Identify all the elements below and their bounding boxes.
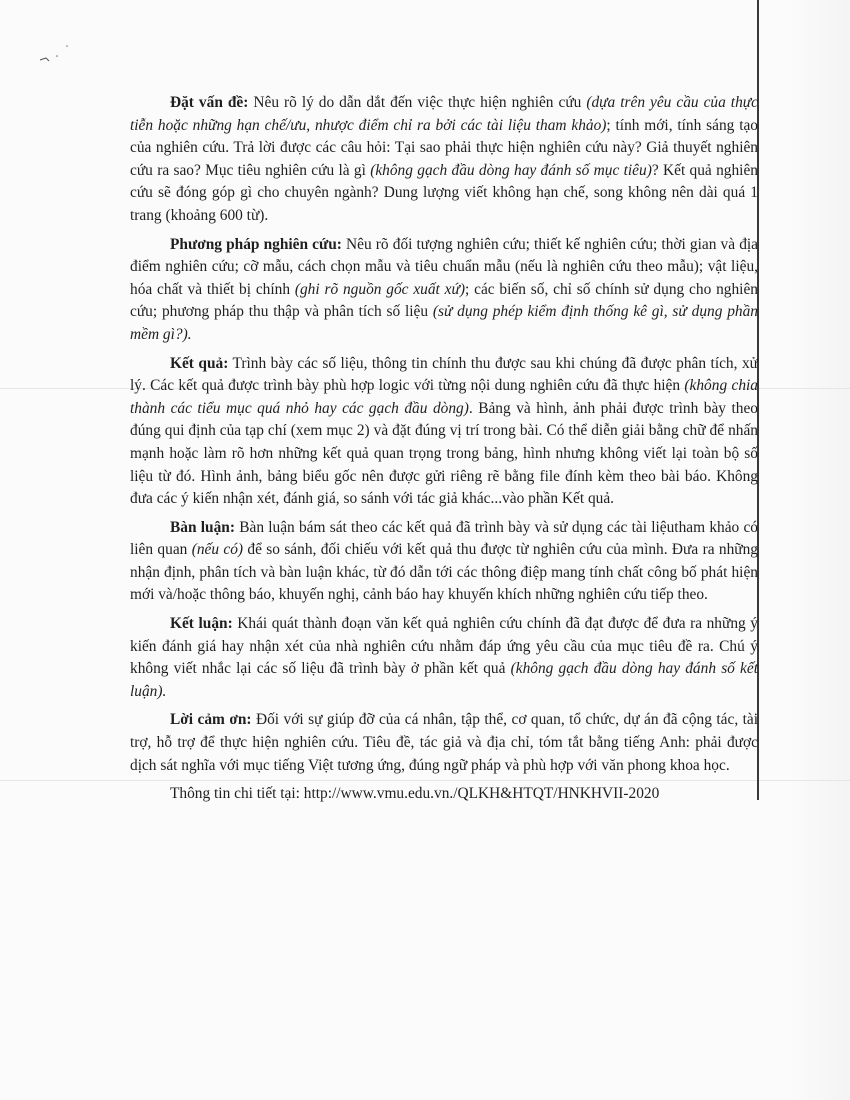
scan-speck-mark (36, 38, 76, 68)
body-text: Nêu rõ đối tượng nghiên cứu; thiết kế nghiên cứu; thời gian và địa điểm nghiên cứu; cỡ mẫu, cách chọn mẫu và tiêu chuẩn mẫu (nếu là nghiên cứu theo mẫu); vật liệu, hóa chất và thiết bị chính (130, 235, 758, 298)
section-heading: Lời cảm ơn: (170, 711, 252, 729)
body-text: để so sánh, đối chiếu với kết quả thu được từ nghiên cứu của mình. Đưa ra những nhận định, phân tích và bàn luận khác, từ đó dẫn tới các thông điệp mang tính chất công bố phát hiện mới và/hoặc thông báo, khuyến nghị, cảnh báo hay khuyến khích những nghiên cứu tiếp theo. (130, 541, 758, 604)
italic-note: (không chia thành các tiểu mục quá nhỏ hay các gạch đầu dòng) (130, 377, 758, 417)
section-heading: Bàn luận: (170, 518, 235, 536)
body-text: ; các biến số, chỉ số chính sử dụng cho nghiên cứu; phương pháp thu thập và phân tích số liệu (130, 280, 758, 321)
section-paragraph (130, 353, 758, 511)
body-text: . Bảng và hình, ảnh phải được trình bày theo đúng qui định của tạp chí (xem mục 2) và đặt đúng vị trí trong bài. Có thể diễn giải bằng chữ để nhấn mạnh hoặc làm rõ hơn những kết quả quan trọng trong bảng, hình nhưng không viết lại toàn bộ số liệu từ đó. Hình ảnh, bảng biểu gốc nên được gửi riêng rẽ bằng file đính kèm theo bài báo. Không đưa các ý kiến nhận xét, đánh giá, so sánh với tác giả khác...vào phần Kết quả. (130, 399, 758, 508)
body-text: Đối với sự giúp đỡ của cá nhân, tập thể, cơ quan, tổ chức, dự án đã cộng tác, tài trợ, hỗ trợ để thực hiện nghiên cứu. Tiêu đề, tác giả và địa chỉ, tóm tắt bằng tiếng Anh: phải được dịch sát nghĩa với mục tiếng Việt tương ứng, đúng ngữ pháp và phù hợp với văn phong khoa học. (130, 711, 759, 774)
italic-note: (dựa trên yêu cầu của thực tiễn hoặc những hạn chế/ưu, nhược điểm chỉ ra bởi các tài liệu tham khảo) (130, 94, 758, 134)
section-paragraph (130, 613, 758, 703)
section-paragraph (130, 92, 758, 228)
body-text: Khái quát thành đoạn văn kết quả nghiên cứu chính đã đạt được để đưa ra những ý kiến đánh giá hay nhận xét của nhà nghiên cứu nhằm đáp ứng yêu cầu của mục tiêu đề ra. Chú ý không viết nhắc lại các số liệu đã trình bày ở phần kết quả (130, 615, 758, 678)
page-edge-shadow (790, 0, 850, 1100)
body-text: Bàn luận bám sát theo các kết quả đã trình bày và sử dụng các tài liệutham khảo có liên quan (130, 518, 758, 559)
body-text: ; tính mới, tính sáng tạo của nghiên cứu. Trả lời được các câu hỏi: Tại sao phải thực hiện nghiên cứu này? Giả thuyết nghiên cứu ra sao? Mục tiêu nghiên cứu là gì (130, 116, 758, 179)
section-heading: Kết quả: (170, 354, 229, 372)
italic-note: (sử dụng phép kiểm định thống kê gì, sử dụng phần mềm gì?). (130, 303, 758, 343)
section-heading: Đặt vấn đề: (170, 94, 249, 111)
body-text: Nêu rõ lý do dẫn dắt đến việc thực hiện nghiên cứu (248, 94, 587, 111)
body-text: ? Kết quả nghiên cứu sẽ đóng góp gì cho chuyên ngành? Dung lượng viết không hạn chế, song không nên dài quá 1 trang (khoảng 600 từ). (130, 161, 758, 224)
section-paragraph (130, 234, 758, 347)
section-paragraph (130, 517, 758, 607)
sections (130, 92, 758, 777)
section-heading: Kết luận: (170, 615, 233, 633)
italic-note: (không gạch đầu dòng hay đánh số mục tiêu) (370, 161, 652, 179)
italic-note: (ghi rõ nguồn gốc xuất xứ) (294, 280, 466, 298)
body-text: Trình bày các số liệu, thông tin chính thu được sau khi chúng đã được phân tích, xử lý. Các kết quả được trình bày phù hợp logic với từng nội dung nghiên cứu đã thực hiện (130, 354, 758, 395)
section-heading: Phương pháp nghiên cứu: (170, 235, 342, 253)
section-paragraph (130, 709, 758, 777)
document-body (130, 92, 758, 806)
italic-note: (không gạch đầu dòng hay đánh số kết luận). (130, 660, 758, 700)
info-line: Thông tin chi tiết tại: http://www.vmu.edu.vn./QLKH&HTQT/HNKHVII-2020 (170, 785, 660, 803)
italic-note: (nếu có) (191, 541, 244, 559)
